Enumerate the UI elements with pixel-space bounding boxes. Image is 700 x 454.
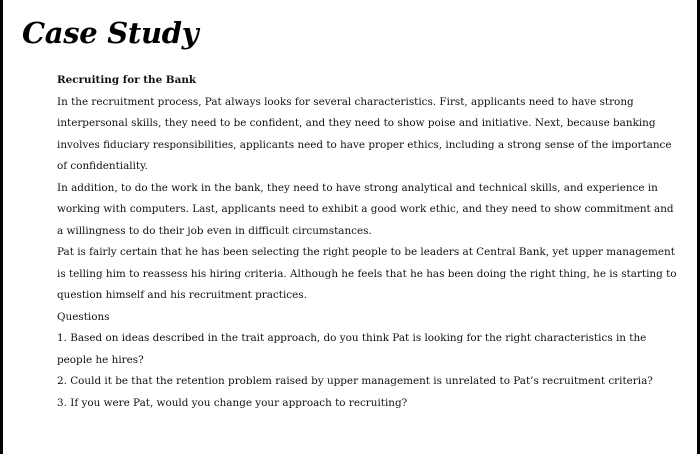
- question-3: 3. If you were Pat, would you change your approach to recruiting?: [57, 396, 408, 409]
- page-title: Case Study: [22, 16, 199, 50]
- left-border: [0, 0, 3, 454]
- case-study-body: [57, 70, 683, 414]
- paragraph-2: In addition, to do the work in the bank, they need to have strong analytical and technical skills, and experience in working with computers. Last, applicants need to exhibit a good work ethic, and they need to show commitment and a willingness to do their job even in difficult circumstances.: [57, 181, 674, 237]
- section-title: Recruiting for the Bank: [57, 74, 197, 86]
- question-1: 1. Based on ideas described in the trait approach, do you think Pat is looking for the right characteristics in the people he hires?: [57, 332, 647, 366]
- paragraph-1: In the recruitment process, Pat always looks for several characteristics. First, applicants need to have strong interpersonal skills, they need to be confident, and they need to show poise and initiative. Next, because banking involves fiduciary responsibilities, applicants need to have proper ethics, including a strong sense of the importance of confidentiality.: [57, 95, 672, 172]
- question-2: 2. Could it be that the retention problem raised by upper management is unrelated to Pat’s recruitment criteria?: [57, 375, 653, 387]
- paragraph-3: Pat is fairly certain that he has been selecting the right people to be leaders at Central Bank, yet upper management is telling him to reassess his hiring criteria. Although he feels that he has been doing the right thing, he is starting to question himself and his recruitment practices.: [57, 246, 677, 301]
- questions-heading: Questions: [57, 310, 110, 323]
